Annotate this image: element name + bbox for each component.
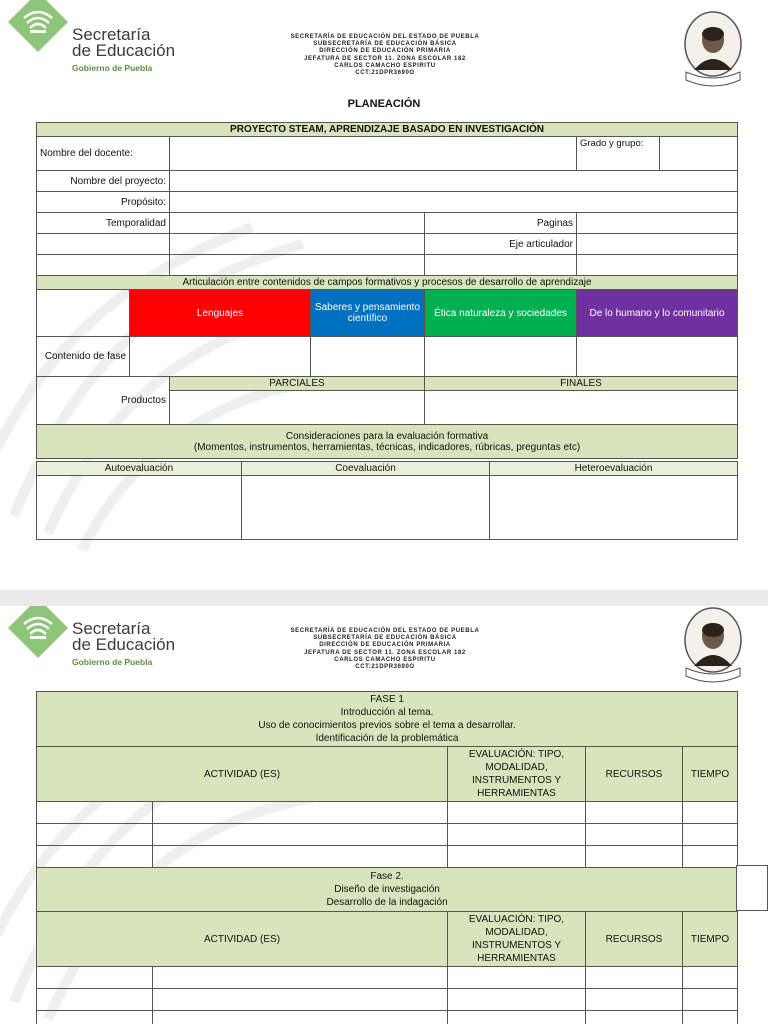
table-cell[interactable] [153, 967, 448, 989]
table-cell[interactable] [586, 989, 683, 1011]
header-line: SUBSECRETARÍA DE EDUCACIÓN BÁSICA [313, 41, 457, 48]
table-cell[interactable] [448, 1011, 586, 1024]
table-cell[interactable] [153, 846, 448, 868]
table-cell[interactable] [448, 967, 586, 989]
fase1-line: Identificación de la problemática [315, 733, 459, 744]
project-header: PROYECTO STEAM, APRENDIZAJE BASADO EN INVESTIGACIÓN [37, 123, 738, 137]
campo-etica: Ética naturaleza y sociedades [425, 290, 577, 337]
finales-header: FINALES [425, 377, 738, 391]
table-cell[interactable] [448, 846, 586, 868]
planning-table [36, 122, 738, 459]
eje-field[interactable] [577, 234, 738, 255]
tiempo-header: TIEMPO [683, 912, 738, 967]
consideraciones-title: Consideraciones para la evaluación formativa [285, 430, 489, 442]
paginas-label: Paginas [425, 213, 577, 234]
table-cell[interactable] [37, 989, 153, 1011]
table-cell[interactable] [683, 989, 738, 1011]
campo-humano: De lo humano y lo comunitario [577, 290, 738, 337]
table-cell[interactable] [37, 802, 153, 824]
table-cell[interactable] [683, 802, 738, 824]
table-cell[interactable] [153, 1011, 448, 1024]
institution-header [250, 34, 520, 77]
contenido-label: Contenido de fase [37, 337, 130, 377]
contenido-lenguajes-field[interactable] [130, 337, 311, 377]
table-cell[interactable] [153, 802, 448, 824]
stray-cell [736, 865, 768, 911]
header-line: DIRECCIÓN DE EDUCACIÓN PRIMARIA [319, 48, 451, 55]
table-cell[interactable] [586, 802, 683, 824]
header-line: SECRETARÍA DE EDUCACIÓN DEL ESTADO DE PUEBLA [290, 34, 480, 40]
consideraciones-subtitle: (Momentos, instrumentos, herramientas, técnicas, indicadores, rúbricas, preguntas etc) [193, 441, 581, 453]
portrait-seal-icon [682, 10, 744, 92]
fase2-line: Diseño de investigación [334, 884, 440, 895]
header-line: JEFATURA DE SECTOR 11. ZONA ESCOLAR 182 [304, 649, 466, 656]
brand-sub: Gobierno de Puebla [72, 63, 153, 73]
productos-label: Productos [37, 377, 170, 425]
recursos-header: RECURSOS [586, 747, 683, 802]
header-line: CARLOS CAMACHO ESPIRITU [334, 62, 436, 69]
proposito-label: Propósito: [37, 192, 170, 213]
autoevaluacion-field[interactable] [37, 476, 242, 540]
evaluacion-header: EVALUACIÓN: TIPO, MODALIDAD, INSTRUMENTOS Y HERRAMIENTAS [448, 747, 586, 802]
page-title: PLANEACIÓN [347, 98, 421, 110]
recursos-header: RECURSOS [586, 912, 683, 967]
secretaria-logo-icon [8, 0, 68, 52]
contenido-humano-field[interactable] [577, 337, 738, 377]
table-cell[interactable] [586, 846, 683, 868]
campo-lenguajes: Lenguajes [130, 290, 311, 337]
fase2-header [37, 868, 738, 912]
table-cell[interactable] [37, 1011, 153, 1024]
header-line: JEFATURA DE SECTOR 11. ZONA ESCOLAR 182 [304, 55, 466, 62]
articulacion-header: Articulación entre contenidos de campos formativos y procesos de desarrollo de aprendizaje [37, 276, 738, 290]
contenido-etica-field[interactable] [425, 337, 577, 377]
coevaluacion-field[interactable] [242, 476, 490, 540]
fase1-line: Uso de conocimientos previos sobre el tema a desarrollar. [258, 720, 516, 731]
header-line: SUBSECRETARÍA DE EDUCACIÓN BÁSICA [313, 635, 457, 642]
finales-field[interactable] [425, 391, 738, 425]
table-cell[interactable] [448, 802, 586, 824]
autoevaluacion-header: Autoevaluación [37, 462, 242, 476]
docente-label: Nombre del docente: [37, 137, 170, 171]
brand-line1: Secretaría [72, 619, 151, 638]
fase1-title: FASE 1 [370, 694, 404, 705]
fase2-line: Desarrollo de la indagación [326, 897, 448, 908]
grado-field[interactable] [660, 137, 738, 171]
temporalidad-label: Temporalidad [37, 213, 170, 234]
table-cell[interactable] [683, 824, 738, 846]
contenido-saberes-field[interactable] [311, 337, 425, 377]
header-line: CCT:21DPR3690O [355, 664, 415, 671]
brand-line2: de Educación [72, 41, 176, 60]
blank-field[interactable] [170, 255, 425, 276]
eje-label: Eje articulador [425, 234, 577, 255]
table-cell[interactable] [683, 1011, 738, 1024]
table-cell[interactable] [586, 824, 683, 846]
heteroevaluacion-field[interactable] [490, 476, 738, 540]
table-cell[interactable] [448, 824, 586, 846]
evaluation-table [36, 461, 738, 540]
consideraciones-header [37, 425, 738, 459]
header-line: CARLOS CAMACHO ESPIRITU [334, 656, 436, 663]
institution-header [250, 628, 520, 671]
table-cell[interactable] [37, 846, 153, 868]
brand-sub: Gobierno de Puebla [72, 657, 153, 667]
phases-table [36, 691, 738, 1024]
table-cell[interactable] [586, 967, 683, 989]
proposito-field[interactable] [170, 192, 738, 213]
header-line: DIRECCIÓN DE EDUCACIÓN PRIMARIA [319, 642, 451, 649]
campo-saberes: Saberes y pensamiento científico [311, 290, 425, 337]
fase2-title: Fase 2. [370, 871, 404, 882]
blank-field[interactable] [577, 255, 738, 276]
parciales-header: PARCIALES [170, 377, 425, 391]
table-cell[interactable] [37, 967, 153, 989]
evaluacion-header: EVALUACIÓN: TIPO, MODALIDAD, INSTRUMENTOS Y HERRAMIENTAS [448, 912, 586, 967]
header-line: SECRETARÍA DE EDUCACIÓN DEL ESTADO DE PUEBLA [290, 628, 480, 634]
table-cell[interactable] [153, 824, 448, 846]
fase1-line: Introducción al tema. [340, 707, 434, 718]
blank-cell [37, 255, 170, 276]
blank-cell [37, 290, 130, 337]
table-cell[interactable] [683, 967, 738, 989]
blank-cell [37, 234, 170, 255]
coevaluacion-header: Coevaluación [242, 462, 490, 476]
brand-line1: Secretaría [72, 25, 151, 44]
table-cell[interactable] [37, 824, 153, 846]
blank-cell [425, 255, 577, 276]
proyecto-label: Nombre del proyecto: [37, 171, 170, 192]
actividad-header: ACTIVIDAD (ES) [37, 747, 448, 802]
heteroevaluacion-header: Heteroevaluación [490, 462, 738, 476]
table-cell[interactable] [683, 846, 738, 868]
parciales-field[interactable] [170, 391, 425, 425]
header-line: CCT:21DPR3690O [355, 70, 415, 77]
paginas-field[interactable] [577, 213, 738, 234]
actividad-header: ACTIVIDAD (ES) [37, 912, 448, 967]
brand-line2: de Educación [72, 635, 176, 654]
portrait-seal-icon [682, 606, 744, 688]
table-cell[interactable] [586, 1011, 683, 1024]
grado-label: Grado y grupo: [577, 137, 660, 171]
table-cell[interactable] [448, 989, 586, 1011]
table-cell[interactable] [153, 989, 448, 1011]
temporalidad-field[interactable] [170, 213, 425, 234]
page-2 [0, 606, 768, 1024]
proyecto-field[interactable] [170, 171, 738, 192]
docente-field[interactable] [170, 137, 577, 171]
secretaria-logo-icon [8, 606, 68, 658]
fase1-header [37, 692, 738, 747]
blank-field[interactable] [170, 234, 425, 255]
tiempo-header: TIEMPO [683, 747, 738, 802]
